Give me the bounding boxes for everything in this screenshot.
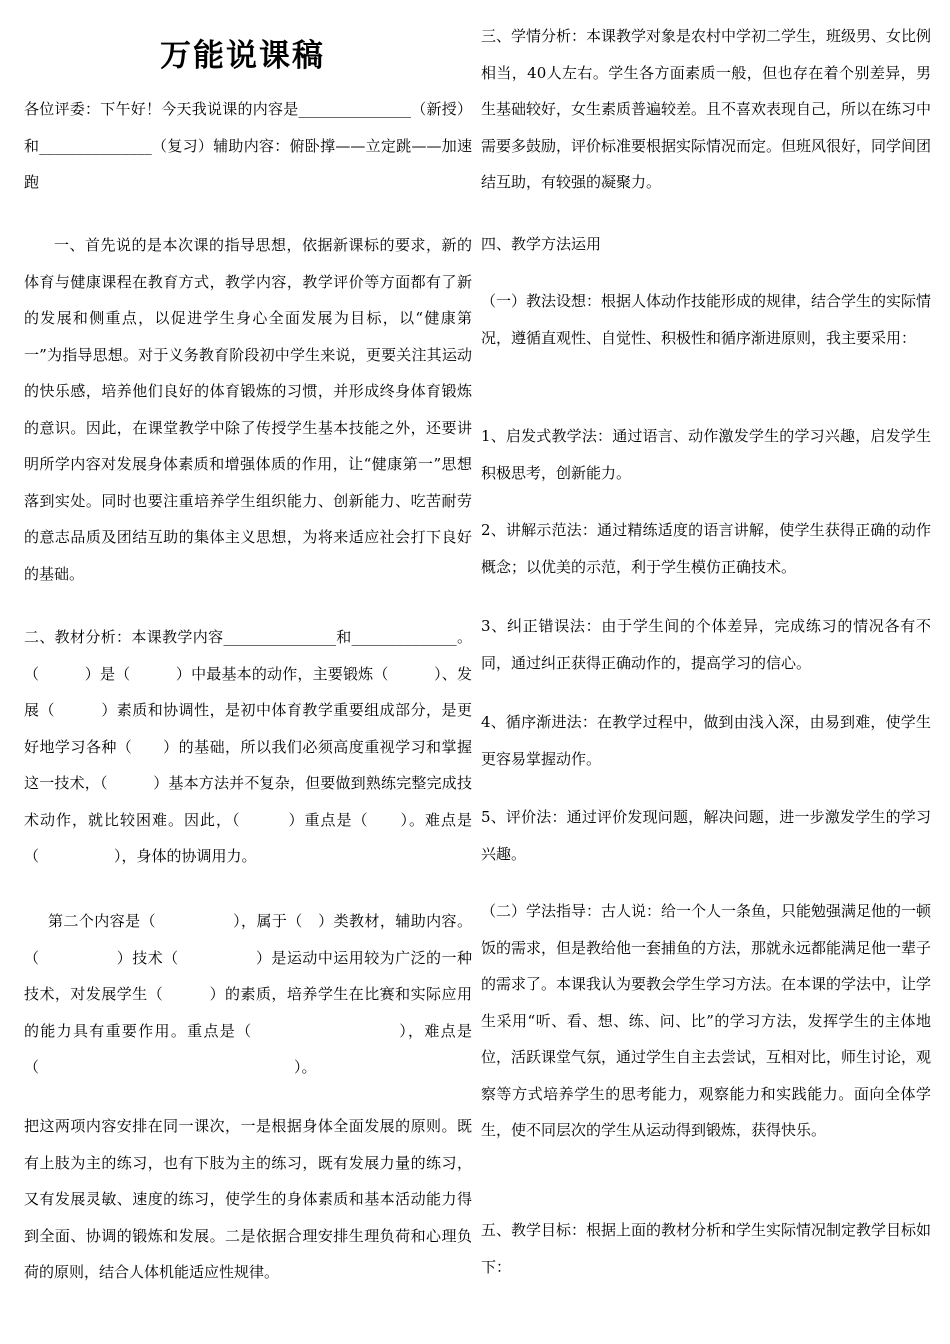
- method-item-1: 1、启发式教学法：通过语言、动作激发学生的学习兴趣，启发学生积极思考，创新能力。: [481, 427, 931, 482]
- materials-analysis-paragraph: 二、教材分析：本课教学内容_______________和______________。（ ）是（ ）中最基本的动作，主要锻炼（ ）、发展（ ）素质和协调性，是初中体育教学重要组成部分，是更好地学习各种（ ）的基础，所以我们必须高度重视学习和掌握这一技术，（ ）基本方法并不复杂，但要做到熟练完整完成技术动作，就比较困难。因此，（ ）重点是（ ）。难点是（ ），身体的协调用力。: [24, 628, 472, 865]
- intro-paragraph: 各位评委：下午好！今天我说课的内容是_______________（新授）和_______________（复习）辅助内容：俯卧撑——立定跳——加速跑: [24, 100, 472, 191]
- teaching-design-paragraph: （一）教法设想：根据人体动作技能形成的规律，结合学生的实际情况，遵循直观性、自觉性、积极性和循序渐进原则，我主要采用：: [481, 292, 932, 347]
- second-content-paragraph: 第二个内容是（ ），属于（ ）类教材，辅助内容。（ ）技术（ ）是运动中运用较为广泛的一种技术，对发展学生（ ）的素质，培养学生在比赛和实际应用的能力具有重要作用。重点是（ ），难点是（ ）。: [24, 912, 472, 1076]
- page-title: 万能说课稿: [160, 38, 325, 74]
- guiding-ideology-paragraph: 一、首先说的是本次课的指导思想，依据新课标的要求，新的体育与健康课程在教育方式，教学内容，教学评价等方面都有了新的发展和侧重点，以促进学生身心全面发展为目标，以“健康第一”为指导思想。对于义务教育阶段初中学生来说，更要关注其运动的快乐感，培养他们良好的体育锻炼的习惯，并形成终身体育锻炼的意识。因此，在课堂教学中除了传授学生基本技能之外，还要讲明所学内容对发展身体素质和增强体质的作用，让“健康第一”思想落到实处。同时也要注重培养学生组织能力、创新能力、吃苦耐劳的意志品质及团结互助的集体主义思想，为将来适应社会打下良好的基础。: [24, 236, 472, 583]
- method-item-3: 3、纠正错误法：由于学生间的个体差异，完成练习的情况各有不同，通过纠正获得正确动作的，提高学习的信心。: [481, 617, 931, 672]
- student-analysis-paragraph: 三、学情分析：本课教学对象是农村中学初二学生，班级男、女比例相当，40人左右。学生各方面素质一般，但也存在着个别差异，男生基础较好，女生素质普遍较差。且不喜欢表现自己，所以在练习中需要多鼓励，评价标准要根据实际情况而定。但班风很好，同学间团结互助，有较强的凝聚力。: [481, 27, 932, 191]
- method-item-2: 2、讲解示范法：通过精练适度的语言讲解，使学生获得正确的动作概念；以优美的示范，利于学生模仿正确技术。: [481, 521, 931, 576]
- learning-guidance-paragraph: （二）学法指导：古人说：给一个人一条鱼，只能勉强满足他的一顿饭的需求，但是教给他一套捕鱼的方法，那就永远都能满足他一辈子的需求了。本课我认为要教会学生学习方法。在本课的学法中，让学生采用“听、看、想、练、问、比”的学习方法，发挥学生的主体地位，活跃课堂气氛，通过学生自主去尝试，互相对比，师生讨论，观察等方式培养学生的思考能力，观察能力和实践能力。面向全体学生，使不同层次的学生从运动得到锻炼，获得快乐。: [481, 902, 932, 1139]
- teaching-goals-paragraph: 五、教学目标：根据上面的教材分析和学生实际情况制定教学目标如下：: [481, 1221, 932, 1276]
- methods-heading: 四、教学方法运用: [481, 235, 602, 253]
- method-item-4: 4、循序渐进法：在教学过程中，做到由浅入深，由易到难，使学生更容易掌握动作。: [481, 713, 931, 768]
- arrangement-paragraph: 把这两项内容安排在同一课次，一是根据身体全面发展的原则。既有上肢为主的练习，也有下肢为主的练习，既有发展力量的练习，又有发展灵敏、速度的练习，使学生的身体素质和基本活动能力得到全面、协调的锻炼和发展。二是依据合理安排生理负荷和心理负荷的原则，结合人体机能适应性规律。: [24, 1117, 472, 1281]
- method-item-5: 5、评价法：通过评价发现问题，解决问题，进一步激发学生的学习兴趣。: [481, 808, 931, 863]
